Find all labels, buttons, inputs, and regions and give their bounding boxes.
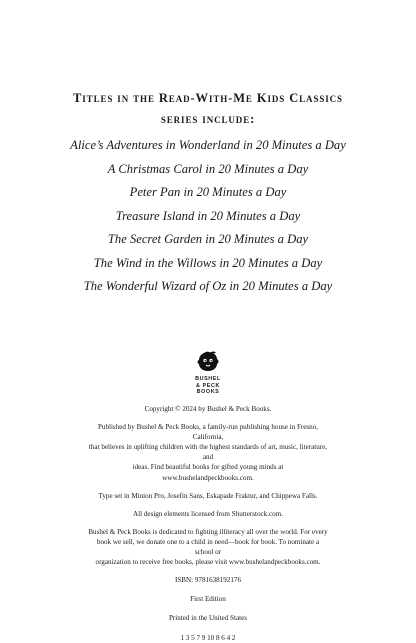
publisher-line: Published by Bushel & Peck Books, a family-run publishing house in Fresno, California, [97, 423, 319, 442]
edition-line: First Edition [190, 595, 226, 604]
publisher-line: ideas. Find beautiful books for gifted young minds at www.bushelandpeckbooks.com. [132, 463, 284, 482]
printed-line: Printed in the United States [168, 614, 248, 623]
bushel-and-peck-logo-icon [195, 350, 221, 374]
mission-line: Bushel & Peck Books is dedicated to fighting illiteracy all over the world. For every [88, 527, 328, 536]
series-title-item: A Christmas Carol in 20 Minutes a Day [107, 161, 309, 176]
series-title-item: Treasure Island in 20 Minutes a Day [115, 208, 301, 223]
logo-word-bushel: BUSHEL [195, 376, 221, 382]
typeset-line: Type set in Minion Pro, Josefin Sans, Eskapade Fraktur, and Chippewa Falls. [98, 491, 318, 500]
series-heading-line1: Titles in the Read-With-Me Kids Classics [73, 91, 343, 105]
publisher-logo [0, 350, 416, 396]
logo-wordmark [0, 376, 416, 396]
series-title-item: The Wind in the Willows in 20 Minutes a Day [93, 255, 323, 270]
printing-number-line: 1 3 5 7 9 10 8 6 4 2 [180, 633, 236, 642]
mission-line: organization to receive free books, please visit www.bushelandpeckbooks.com. [95, 558, 321, 567]
series-heading [0, 88, 416, 130]
series-heading-line2: series include: [160, 112, 256, 126]
series-title-item: The Secret Garden in 20 Minutes a Day [107, 232, 309, 246]
colophon [88, 404, 328, 643]
design-line: All design elements licensed from Shutterstock.com. [133, 509, 283, 518]
series-title-item: The Wonderful Wizard of Oz in 20 Minutes a Day [83, 279, 333, 293]
isbn-line: ISBN: 9781638192176 [174, 576, 241, 585]
logo-word-peck: & PECK [196, 382, 220, 389]
publisher-paragraph [88, 422, 328, 483]
copyright-line: Copyright © 2024 by Bushel & Peck Books. [144, 405, 272, 413]
series-title-list [0, 134, 416, 299]
publisher-line: that believes in uplifting children with the highest standards of art, music, literature, and [88, 443, 328, 462]
series-title-item: Peter Pan in 20 Minutes a Day [129, 185, 287, 199]
mission-paragraph [88, 527, 328, 567]
series-title-item: Alice’s Adventures in Wonderland in 20 Minutes a Day [70, 138, 346, 152]
mission-line: book we sell, we donate one to a child in need—book for book. To nominate a school or [96, 537, 320, 557]
logo-word-books: BOOKS [196, 389, 220, 396]
